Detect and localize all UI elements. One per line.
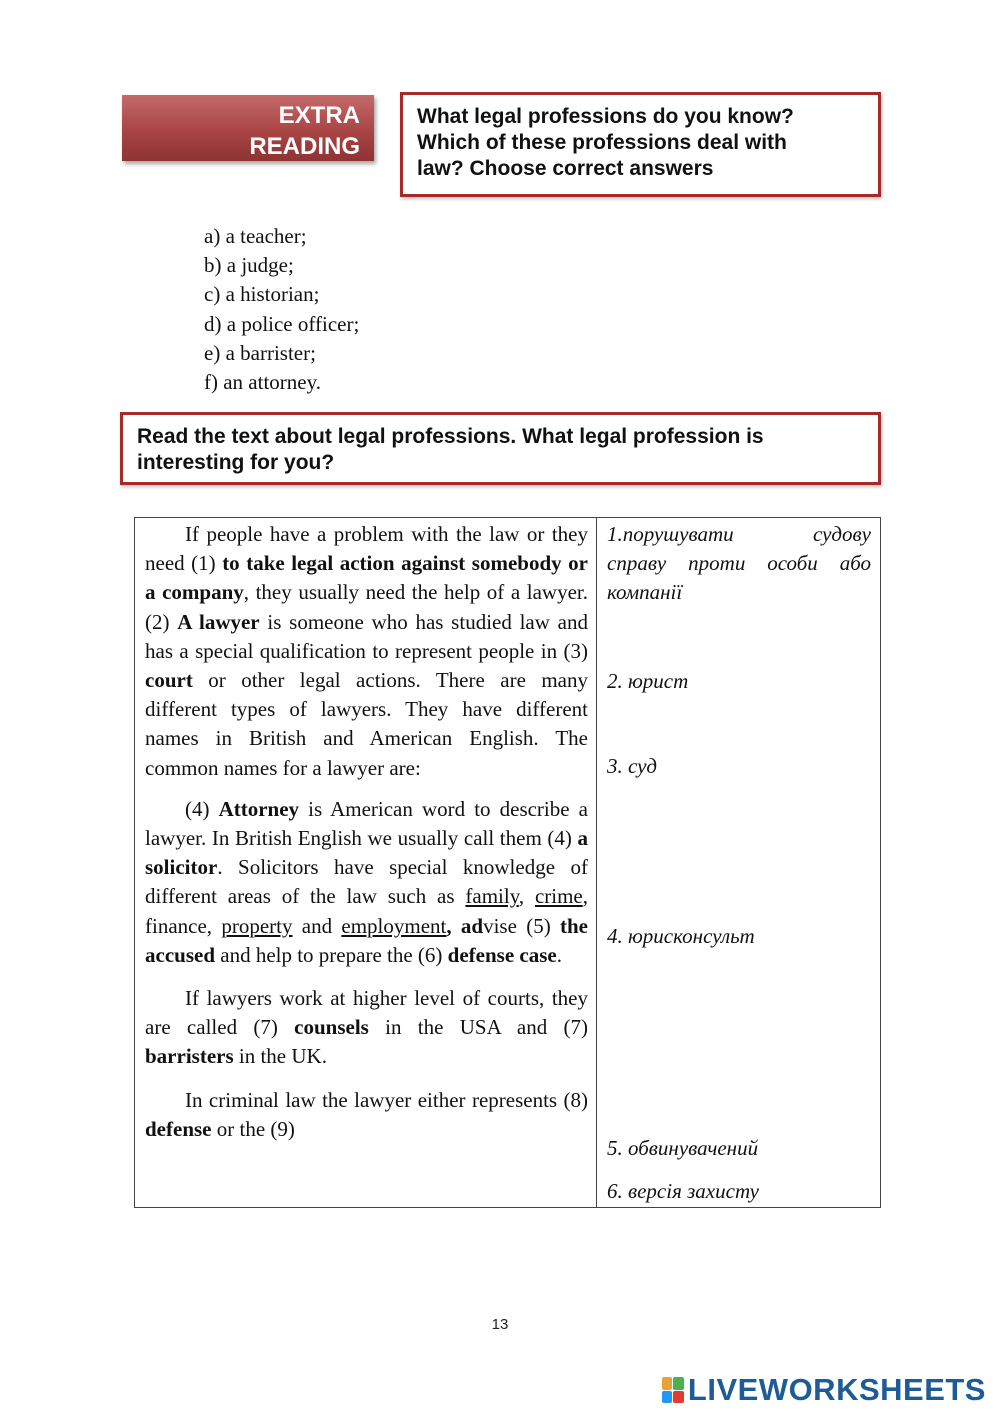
term-attorney: Attorney xyxy=(218,796,300,821)
badge-line-1: EXTRA xyxy=(278,102,360,129)
option-a[interactable]: a) a teacher; xyxy=(204,224,307,248)
option-c[interactable]: c) a historian; xyxy=(204,282,320,307)
text-run: is someone who has studied law and has a special qualification to represent people in (3) xyxy=(145,609,588,663)
word-property: property xyxy=(221,913,293,938)
translation-1-first-line xyxy=(607,520,871,549)
text-run: If people have a problem with the law or they need (1) xyxy=(145,522,588,576)
paragraph-2 xyxy=(145,795,588,970)
text-run: and xyxy=(292,913,342,938)
text-run: and help to prepare the (6) xyxy=(215,942,448,967)
page-number: 13 xyxy=(491,1316,509,1333)
text-run: , they usually need the help of a lawyer. (2) xyxy=(145,580,588,634)
text-run-bold: , ad xyxy=(446,913,484,938)
term-defense-case: defense case xyxy=(447,942,557,967)
term-barristers: barristers xyxy=(145,1044,234,1069)
translation-1-word-2: судову xyxy=(813,522,871,546)
option-b[interactable]: b) a judge; xyxy=(204,253,294,278)
translation-1-word-1: 1.порушувати xyxy=(607,522,734,546)
text-run: (4) xyxy=(185,796,219,821)
reading-table xyxy=(134,517,881,1208)
extra-reading-badge xyxy=(122,95,374,161)
term-accused: the accused xyxy=(145,913,588,967)
text-run: In criminal law the lawyer either represents (8) xyxy=(185,1087,588,1112)
text-run: or the (9) xyxy=(211,1116,295,1141)
question-1-line-2: Which of these professions deal with xyxy=(417,131,787,154)
translation-6: 6. версія захисту xyxy=(607,1179,759,1204)
question-2-line-1: Read the text about legal professions. What legal profession is xyxy=(137,425,764,448)
term-legal-action: to take legal action against somebody or a company xyxy=(145,551,588,605)
liveworksheets-logo[interactable] xyxy=(662,1373,986,1407)
question-1-line-1: What legal professions do you know? xyxy=(417,105,794,128)
option-d[interactable]: d) a police officer; xyxy=(204,311,360,336)
text-run: vise (5) xyxy=(483,913,560,938)
text-run: or other legal actions. There are many different types of lawyers. They have different names in British and American English. The common names for a lawyer are: xyxy=(145,668,588,780)
translation-column xyxy=(597,518,881,1208)
text-run: . xyxy=(556,942,562,967)
paragraph-4 xyxy=(145,1086,588,1144)
text-run: . Solicitors have special knowledge of different areas of the law such as xyxy=(145,855,588,909)
answer-options xyxy=(204,222,359,397)
badge-line-2: READING xyxy=(249,133,360,160)
text-run: If lawyers work at higher level of courts, they are called (7) xyxy=(145,986,588,1040)
question-box-1 xyxy=(400,92,881,197)
question-2-line-2: interesting for you? xyxy=(137,451,335,474)
translation-5: 5. обвинувачений xyxy=(607,1136,759,1161)
text-run: , finance, xyxy=(145,884,588,938)
text-run: is American word to describe a lawyer. In British English we usually call them (4) xyxy=(145,796,588,851)
question-1-line-3: law? Choose correct answers xyxy=(417,157,714,180)
term-court: court xyxy=(145,668,193,693)
word-family: family xyxy=(465,884,519,909)
term-defense: defense xyxy=(145,1116,212,1141)
term-counsels: counsels xyxy=(294,1015,369,1040)
translation-1-rest: справу проти особи або компанії xyxy=(607,551,871,605)
translation-2: 2. юрист xyxy=(607,668,689,693)
text-run: in the UK. xyxy=(233,1044,327,1069)
paragraph-3 xyxy=(145,984,588,1072)
brand-name: LIVEWORKSHEETS xyxy=(687,1372,986,1407)
option-e[interactable]: e) a barrister; xyxy=(204,340,316,365)
translation-4: 4. юрисконсульт xyxy=(607,924,755,949)
term-lawyer: A lawyer xyxy=(177,609,260,634)
term-solicitor: a solicitor xyxy=(145,826,588,880)
question-box-2 xyxy=(120,412,881,485)
text-run: in the USA and (7) xyxy=(368,1015,588,1040)
word-crime: crime xyxy=(534,884,583,909)
option-f[interactable]: f) an attorney. xyxy=(204,370,321,395)
liveworksheets-icon xyxy=(662,1377,684,1403)
paragraph-1 xyxy=(145,520,588,783)
translation-3: 3. суд xyxy=(607,753,658,778)
english-text-column xyxy=(135,518,597,1208)
word-employment: employment xyxy=(341,913,447,938)
text-run: , xyxy=(518,884,535,909)
